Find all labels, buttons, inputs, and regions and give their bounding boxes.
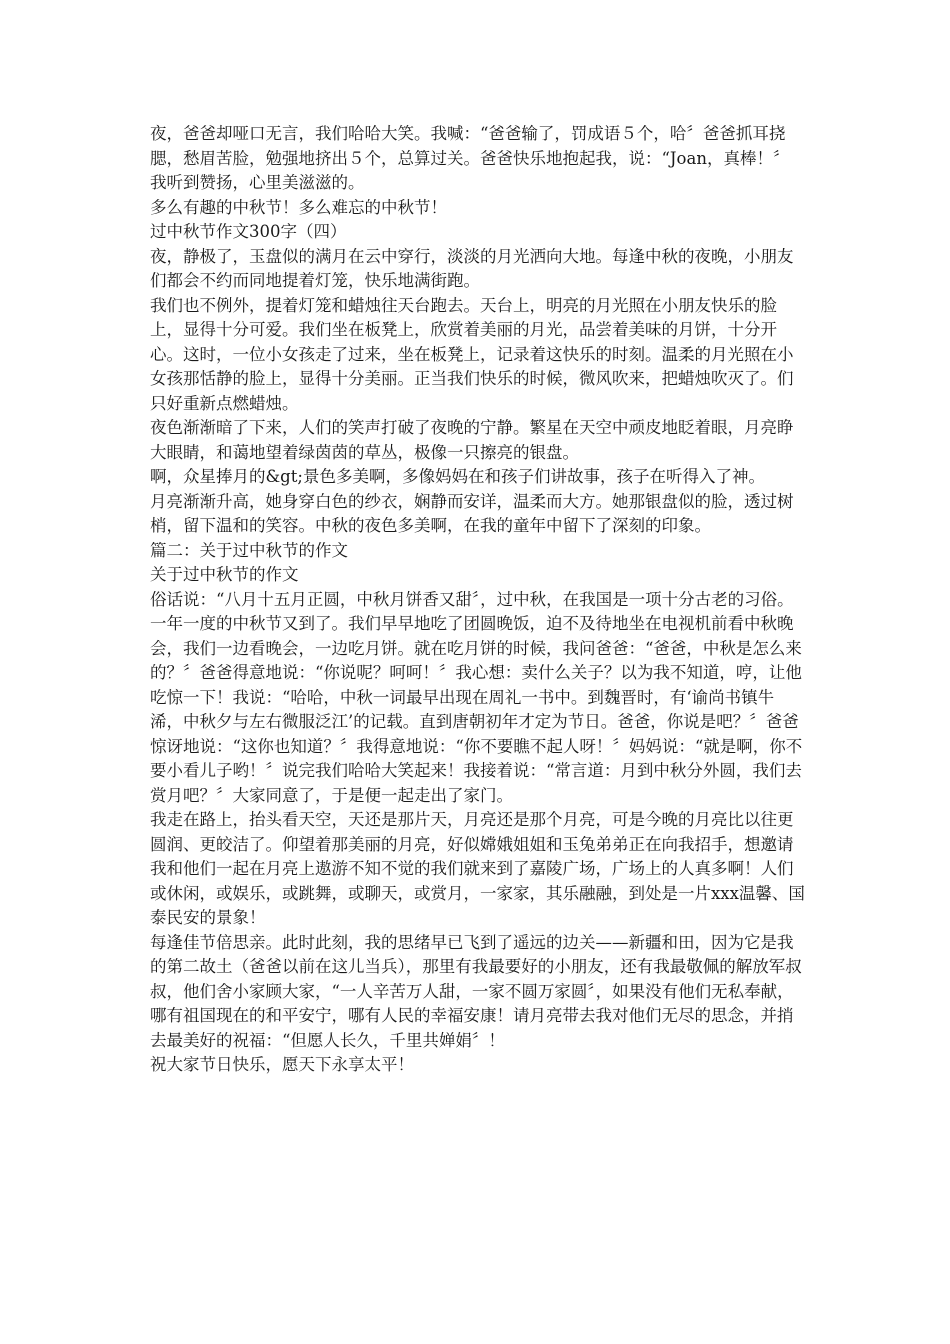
paragraph-2: 多么有趣的中秋节！多么难忘的中秋节！	[150, 197, 447, 217]
paragraph-1: 夜，爸爸却哑口无言，我们哈哈大笑。我喊：“爸爸输了，罚成语５个，哈〞爸爸抓耳挠腮，愁眉苦脸，勉强地挤出５个，总算过关。爸爸快乐地抱起我，说：“Joan，真棒！〞我听到赞扬，心里美滋滋的。	[150, 124, 790, 192]
paragraph-4: 我们也不例外，提着灯笼和蜡烛往天台跑去。天台上，明亮的月光照在小朋友快乐的脸上，显得十分可爱。我们坐在板凳上，欣赏着美丽的月光，品尝着美味的月饼，十分开心。这时，一位小女孩走了过来，坐在板凳上，记录着这快乐的时刻。温柔的月光照在小女孩那恬静的脸上，显得十分美丽。正当我们快乐的时候，微风吹来，把蜡烛吹灭了。们只好重新点燃蜡烛。	[150, 295, 794, 413]
paragraph-7: 月亮渐渐升高，她身穿白色的纱衣，娴静而安详，温柔而大方。她那银盘似的脸，透过树梢，留下温和的笑容。中秋的夜色多美啊，在我的童年中留下了深刻的印象。	[150, 491, 794, 535]
paragraph-6: 啊，众星捧月的&gt;景色多美啊，多像妈妈在和孩子们讲故事，孩子在听得入了神。	[150, 467, 765, 486]
essay-title: 关于过中秋节的作文	[150, 565, 299, 584]
paragraph-3: 夜，静极了，玉盘似的满月在云中穿行，淡淡的月光洒向大地。每逢中秋的夜晚，小朋友们都会不约而同地提着灯笼，快乐地满街跑。	[150, 246, 794, 290]
section-heading-4: 过中秋节作文300字（四）	[150, 222, 347, 241]
closing-line: 祝大家节日快乐，愿天下永享太平！	[150, 1055, 414, 1074]
document-body	[150, 122, 805, 1078]
part-two-heading: 篇二：关于过中秋节的作文	[150, 540, 348, 560]
paragraph-10: 我走在路上，抬头看天空，天还是那片天，月亮还是那个月亮，可是今晚的月亮比以往更圆润、更皎洁了。仰望着那美丽的月亮，好似嫦娥姐姐和玉兔弟弟正在向我招手，想邀请我和他们一起在月亮上遨游不知不觉的我们就来到了嘉陵广场，广场上的人真多啊！人们或休闲，或娱乐，或跳舞，或聊天，或赏月，一家家，其乐融融，到处是一片xxx温馨、国泰民安的景象！	[150, 810, 805, 927]
paragraph-9: 一年一度的中秋节又到了。我们早早地吃了团圆晚饭，迫不及待地坐在电视机前看中秋晚会，我们一边看晚会，一边吃月饼。就在吃月饼的时候，我问爸爸：“爸爸，中秋是怎么来的？〞爸爸得意地说：“你说呢？呵呵！〞我心想：卖什么关子？以为我不知道，哼，让他吃惊一下！我说：“哈哈，中秋一词最早出现在周礼一书中。到魏晋时，有‘谕尚书镇牛浠，中秋夕与左右微服泛江’的记载。直到唐朝初年才定为节日。爸爸，你说是吧？〞爸爸惊讶地说：“这你也知道？〞我得意地说：“你不要瞧不起人呀！〞妈妈说：“就是啊，你不要小看儿子哟！〞说完我们哈哈大笑起来！我接着说：“常言道：月到中秋分外圆，我们去赏月吧？〞大家同意了，于是便一起走出了家门。	[150, 614, 803, 805]
paragraph-11: 每逢佳节倍思亲。此时此刻，我的思绪早已飞到了遥远的边关——新疆和田，因为它是我的第二故土（爸爸以前在这儿当兵），那里有我最要好的小朋友，还有我最敬佩的解放军叔叔，他们舍小家顾大家，“一人辛苦万人甜，一家不圆万家圆〞，如果没有他们无私奉献，哪有祖国现在的和平安宁，哪有人民的幸福安康！请月亮带去我对他们无尽的思念，并捎去最美好的祝福：“但愿人长久，千里共婵娟〞！	[150, 932, 802, 1050]
paragraph-8: 俗话说：“八月十五月正圆，中秋月饼香又甜〞，过中秋，在我国是一项十分古老的习俗。	[150, 589, 794, 609]
paragraph-5: 夜色渐渐暗了下来，人们的笑声打破了夜晚的宁静。繁星在天空中顽皮地眨着眼，月亮睁大眼睛，和蔼地望着绿茵茵的草丛，极像一只擦亮的银盘。	[150, 418, 794, 462]
